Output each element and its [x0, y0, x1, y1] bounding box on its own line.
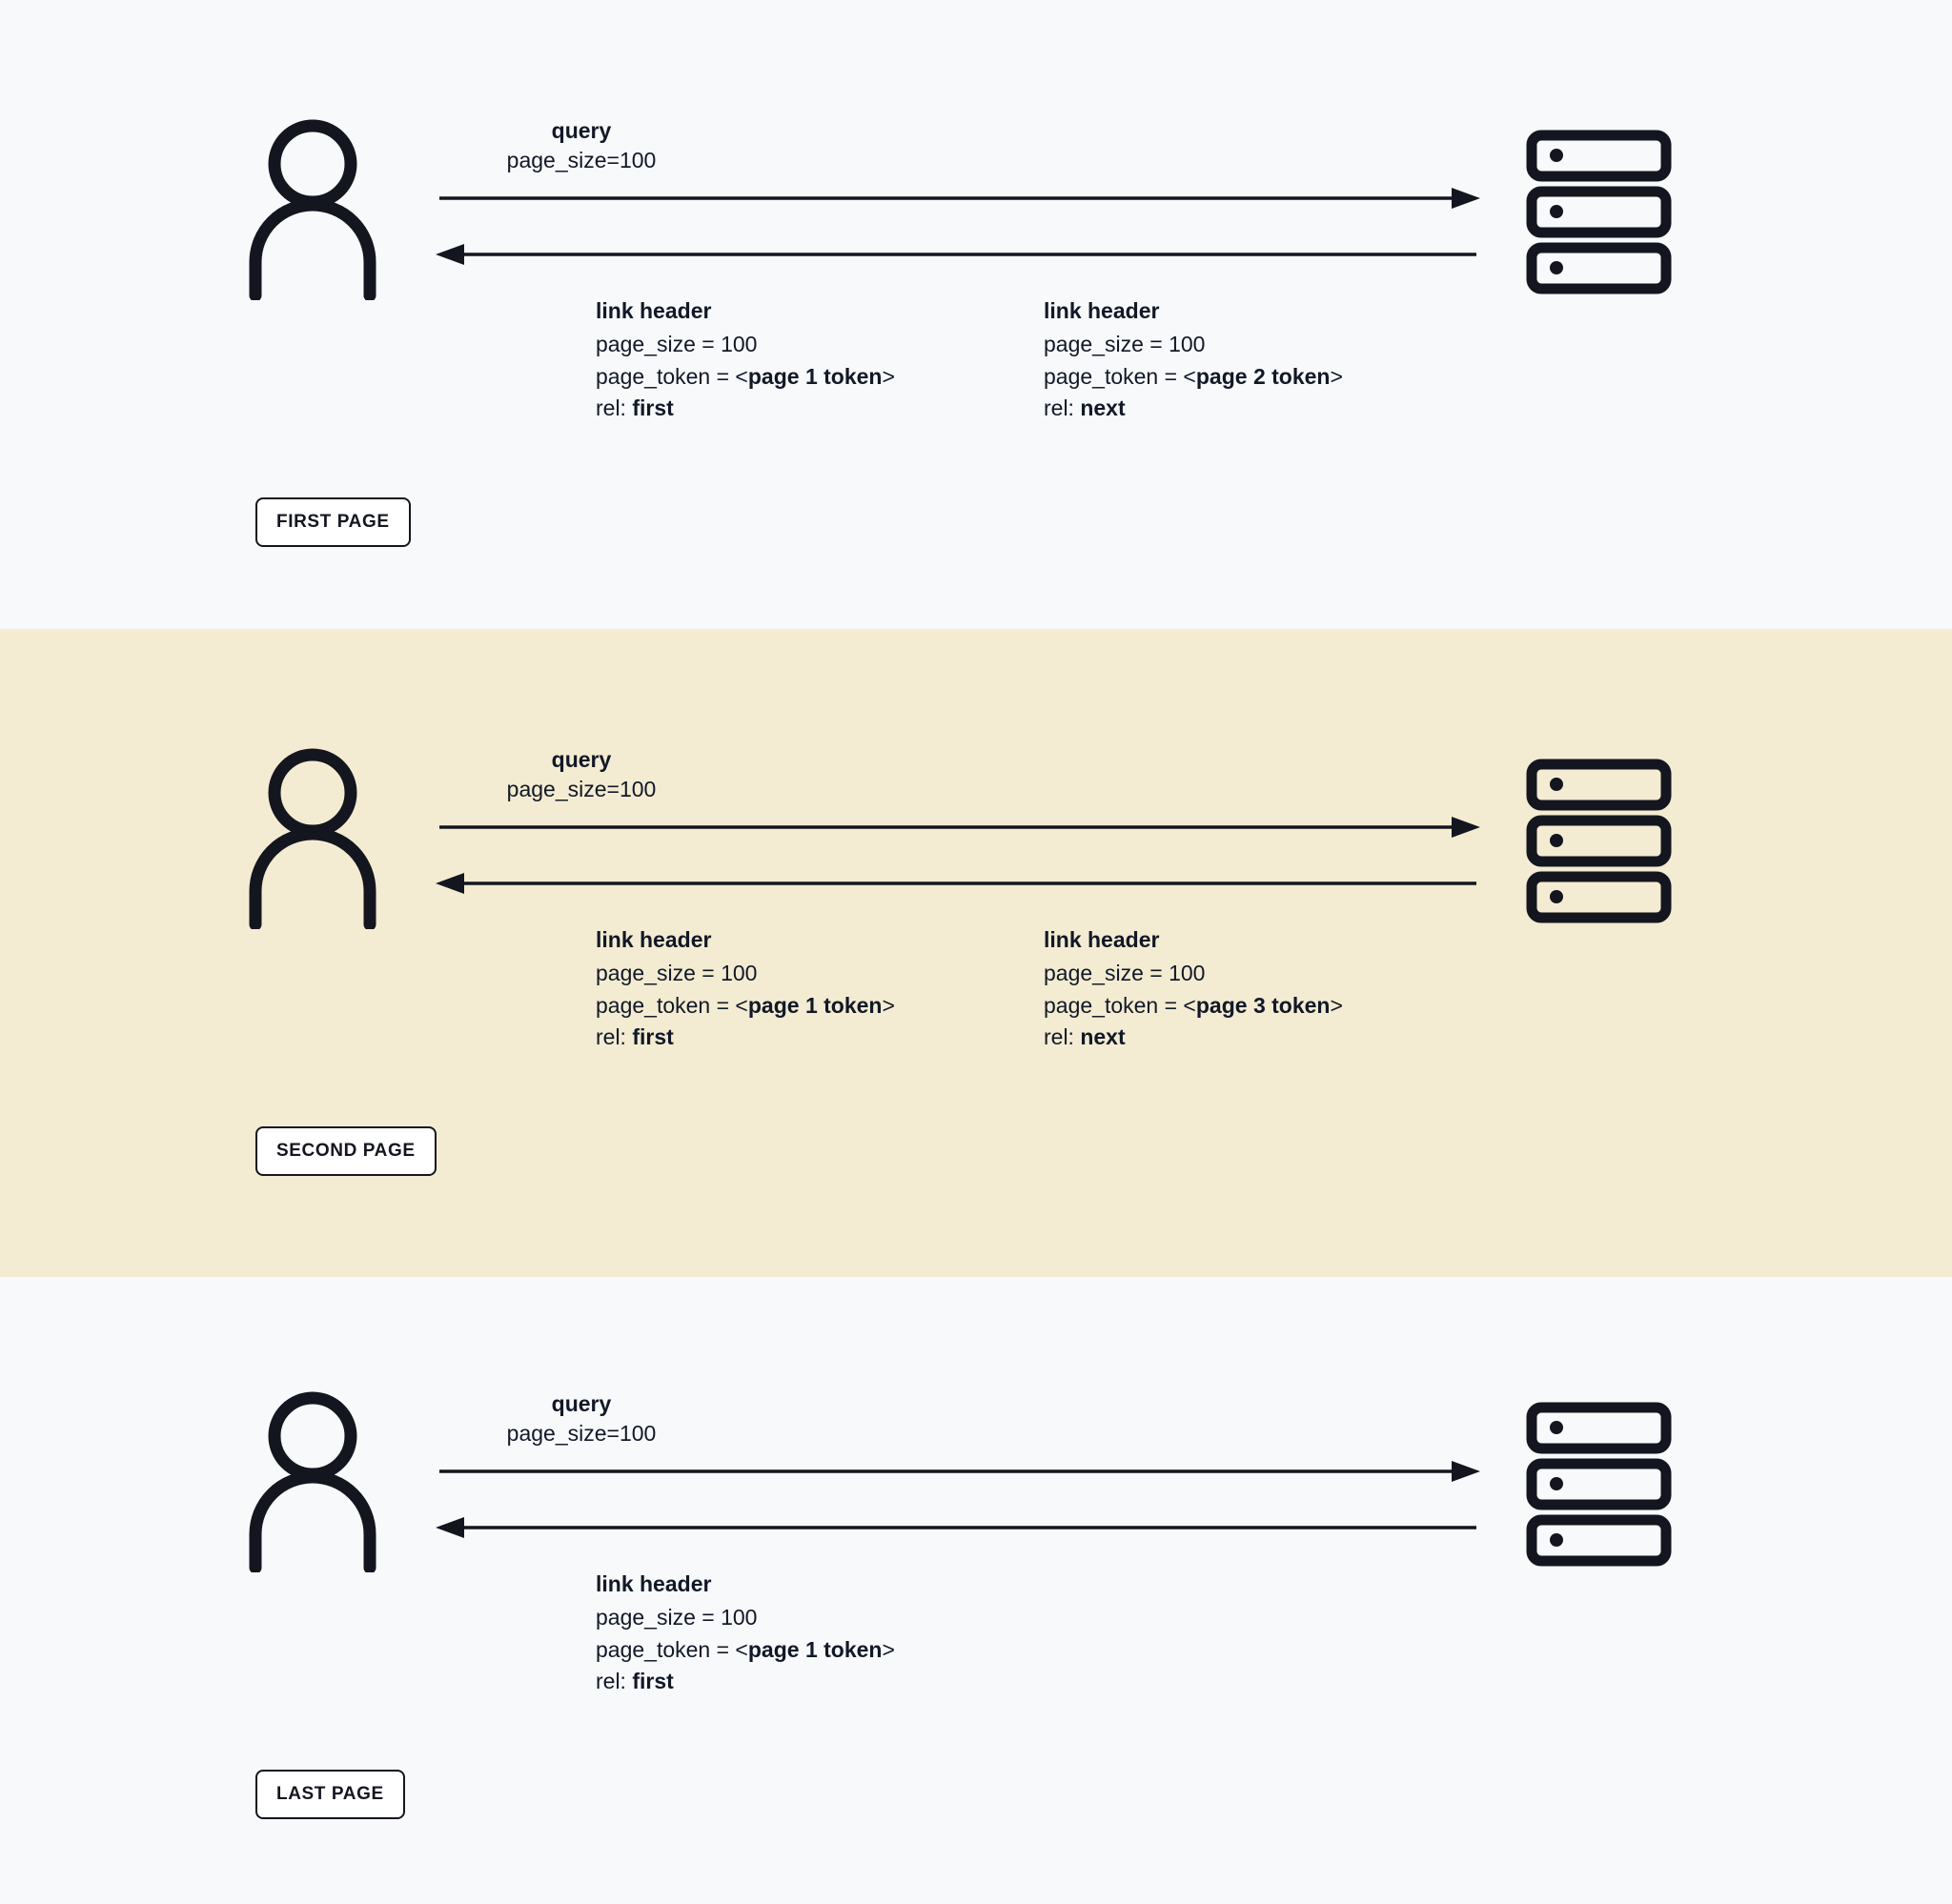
server-icon [1525, 758, 1673, 924]
page-token-line: page_token = <page 1 token> [596, 1636, 895, 1662]
page-token-line: page_token = <page 1 token> [596, 992, 895, 1018]
link-header-first: link header page_size = 100 page_token = <page 1 token> rel: first [596, 924, 1044, 1053]
rel-line: rel: first [596, 1669, 674, 1694]
link-header-next: link header page_size = 100 page_token = <page 2 token> rel: next [1044, 295, 1343, 424]
link-header-next: link header page_size = 100 page_token = <page 3 token> rel: next [1044, 924, 1343, 1053]
badge-last-page: LAST PAGE [255, 1770, 405, 1819]
link-header-first: link header page_size = 100 page_token = <page 1 token> rel: first [596, 1569, 1044, 1697]
page-token-line: page_token = <page 2 token> [1044, 363, 1343, 389]
badge-second-page: SECOND PAGE [255, 1126, 437, 1176]
request-label: query page_size=100 [506, 118, 657, 173]
user-icon [246, 748, 379, 929]
rel-line: rel: next [1044, 395, 1126, 421]
rel-line: rel: first [596, 395, 674, 421]
rel-line: rel: first [596, 1024, 674, 1050]
request-response-arrows [434, 815, 1482, 901]
rel-line: rel: next [1044, 1024, 1126, 1050]
response-headers [596, 295, 1343, 424]
page-token-line: page_token = <page 3 token> [1044, 992, 1343, 1018]
section-second-page [0, 629, 1952, 1277]
request-response-arrows [434, 1459, 1482, 1545]
badge-first-page: FIRST PAGE [255, 497, 411, 547]
link-header-first: link header page_size = 100 page_token = <page 1 token> rel: first [596, 295, 1044, 424]
server-icon [1525, 1401, 1673, 1568]
section-last-page [0, 1277, 1952, 1904]
server-icon [1525, 129, 1673, 295]
response-headers [596, 1569, 1044, 1697]
request-response-arrows [434, 186, 1482, 272]
user-icon [246, 1391, 379, 1572]
response-headers [596, 924, 1343, 1053]
section-first-page [0, 0, 1952, 629]
request-label: query page_size=100 [506, 1391, 657, 1447]
request-label: query page_size=100 [506, 747, 657, 802]
page-token-line: page_token = <page 1 token> [596, 363, 895, 389]
user-icon [246, 119, 379, 300]
